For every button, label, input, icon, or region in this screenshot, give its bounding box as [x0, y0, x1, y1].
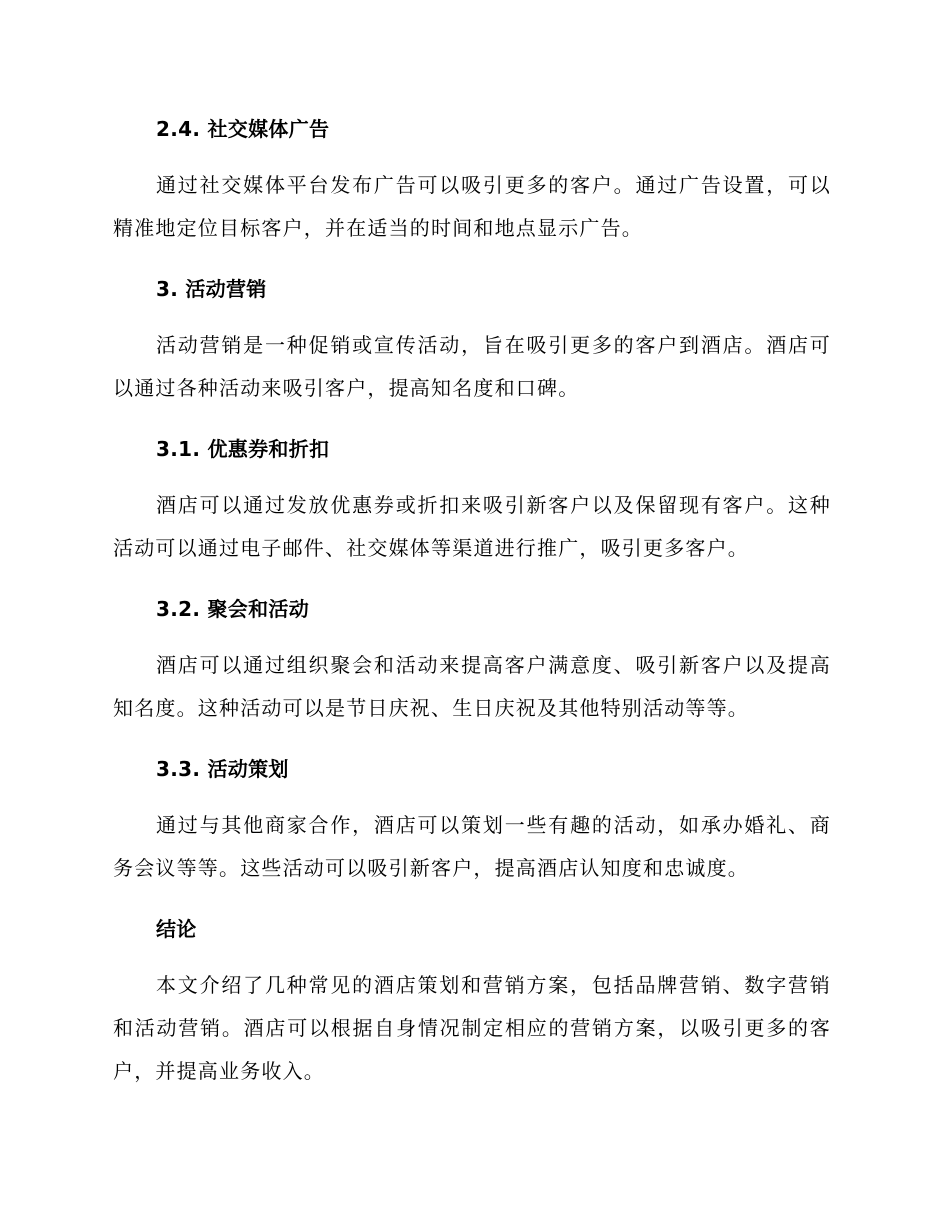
section-heading-3-1: 3.1. 优惠券和折扣 — [156, 437, 330, 461]
section-heading-conclusion: 结论 — [156, 917, 197, 941]
document-content — [113, 110, 831, 1093]
section-heading-3-2: 3.2. 聚会和活动 — [156, 597, 309, 621]
section-body-3-3: 通过与其他商家合作，酒店可以策划一些有趣的活动，如承办婚礼、商务会议等等。这些活动可以吸引新客户，提高酒店认知度和忠诚度。 — [113, 813, 831, 880]
section-body-3: 活动营销是一种促销或宣传活动，旨在吸引更多的客户到酒店。酒店可以通过各种活动来吸引客户，提高知名度和口碑。 — [113, 333, 831, 400]
section-body-conclusion: 本文介绍了几种常见的酒店策划和营销方案，包括品牌营销、数字营销和活动营销。酒店可以根据自身情况制定相应的营销方案，以吸引更多的客户，并提高业务收入。 — [113, 973, 831, 1083]
section-heading-2-4: 2.4. 社交媒体广告 — [156, 117, 330, 141]
section-body-3-2: 酒店可以通过组织聚会和活动来提高客户满意度、吸引新客户以及提高知名度。这种活动可以是节日庆祝、生日庆祝及其他特别活动等等。 — [113, 653, 831, 720]
section-body-3-1: 酒店可以通过发放优惠券或折扣来吸引新客户以及保留现有客户。这种活动可以通过电子邮件、社交媒体等渠道进行推广，吸引更多客户。 — [113, 493, 831, 560]
section-heading-3-3: 3.3. 活动策划 — [156, 757, 289, 781]
section-body-2-4: 通过社交媒体平台发布广告可以吸引更多的客户。通过广告设置，可以精准地定位目标客户，并在适当的时间和地点显示广告。 — [113, 173, 831, 240]
section-heading-3: 3. 活动营销 — [156, 277, 267, 301]
